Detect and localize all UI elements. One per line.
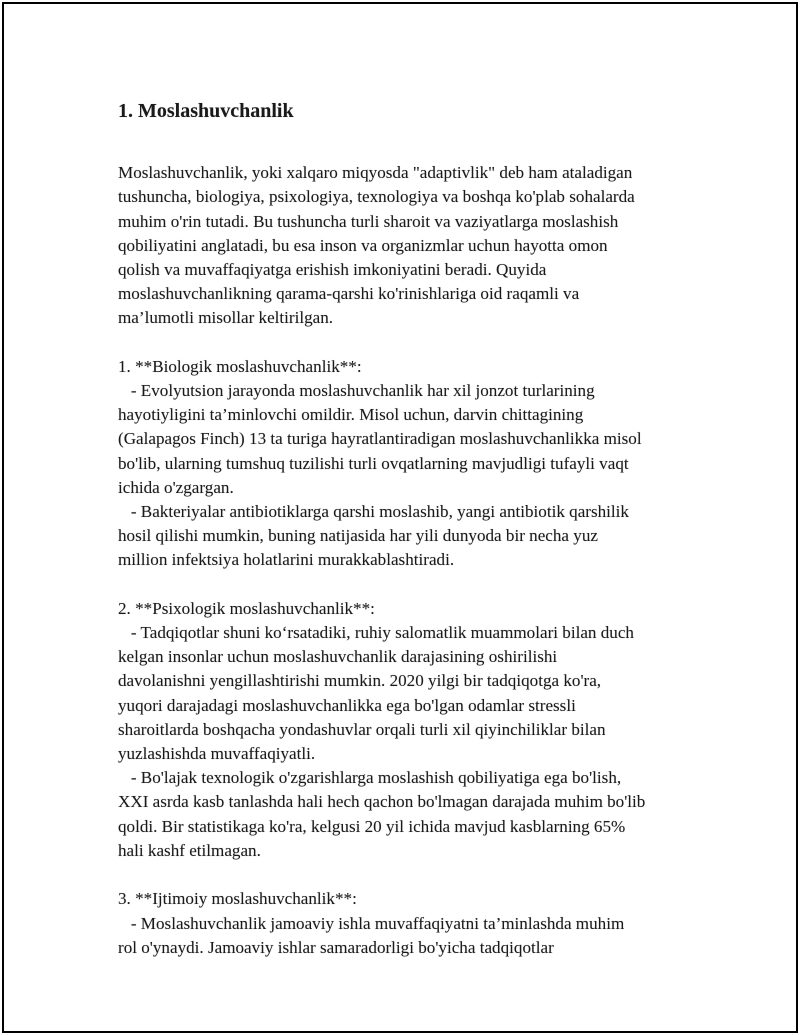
text-line: hosil qilishi mumkin, buning natijasida har yili dunyoda bir necha yuz	[118, 526, 598, 546]
text-line: million infektsiya holatlarini murakkablashtiradi.	[118, 550, 455, 570]
text-line: qoldi. Bir statistikaga ko'ra, kelgusi 20 yil ichida mavjud kasblarning 65%	[118, 816, 626, 836]
text-line: moslashuvchanlikning qarama-qarshi ko'rinishlariga oid raqamli va	[118, 284, 580, 304]
text-line: qobiliyatini anglatadi, bu esa inson va organizmlar uchun hayotta omon	[118, 235, 608, 255]
text-line: qolish va muvaffaqiyatga erishish imkoniyatini beradi. Quyida	[118, 260, 547, 280]
text-line: tushuncha, biologiya, psixologiya, texnologiya va boshqa ko'plab sohalarda	[118, 187, 635, 207]
text-line: Moslashuvchanlik, yoki xalqaro miqyosda "adaptivlik" deb ham ataladigan	[118, 163, 633, 183]
text-line: 1. **Biologik moslashuvchanlik**:	[118, 356, 362, 376]
text-line: ma’lumotli misollar keltirilgan.	[118, 308, 334, 328]
text-line: muhim o'rin tutadi. Bu tushuncha turli sharoit va vaziyatlarga moslashish	[118, 211, 619, 231]
text-line: hali kashf etilmagan.	[118, 840, 261, 860]
text-line: hayotiyligini ta’minlovchi omildir. Misol uchun, darvin chittagining	[118, 405, 584, 425]
text-line: XXI asrda kasb tanlashda hali hech qachon bo'lmagan darajada muhim bo'lib	[118, 792, 646, 812]
text-line: rol o'ynaydi. Jamoaviy ishlar samaradorligi bo'yicha tadqiqotlar	[118, 937, 554, 957]
body-text	[118, 137, 718, 960]
document-page	[2, 2, 798, 1033]
text-line: 2. **Psixologik moslashuvchanlik**:	[118, 598, 375, 618]
text-line: bo'lib, ularning tumshuq tuzilishi turli ovqatlarning mavjudligi tufayli vaqt	[118, 453, 629, 473]
section-heading: 1. Moslashuvchanlik	[118, 100, 294, 122]
text-line: - Moslashuvchanlik jamoaviy ishla muvaffaqiyatni ta’minlashda muhim	[118, 913, 625, 933]
text-line: yuqori darajadagi moslashuvchanlikka ega bo'lgan odamlar stressli	[118, 695, 576, 715]
text-line: - Evolyutsion jarayonda moslashuvchanlik har xil jonzot turlarining	[118, 381, 595, 401]
text-line: (Galapagos Finch) 13 ta turiga hayratlantiradigan moslashuvchanlikka misol	[118, 429, 642, 449]
text-line: yuzlashishda muvaffaqiyatli.	[118, 744, 316, 764]
text-line: sharoitlarda boshqacha yondashuvlar orqali turli xil qiyinchiliklar bilan	[118, 719, 606, 739]
text-line: - Bo'lajak texnologik o'zgarishlarga moslashish qobiliyatiga ega bo'lish,	[118, 768, 622, 788]
text-line: ichida o'zgargan.	[118, 477, 234, 497]
document-content	[118, 98, 718, 960]
text-line: - Tadqiqotlar shuni ko‘rsatadiki, ruhiy salomatlik muammolari bilan duch	[118, 623, 634, 643]
text-line: 3. **Ijtimoiy moslashuvchanlik**:	[118, 889, 357, 909]
text-line: kelgan insonlar uchun moslashuvchanlik darajasining oshirilishi	[118, 647, 558, 667]
text-line: - Bakteriyalar antibiotiklarga qarshi moslashib, yangi antibiotik qarshilik	[118, 502, 629, 522]
text-line: davolanishni yengillashtirishi mumkin. 2020 yilgi bir tadqiqotga ko'ra,	[118, 671, 602, 691]
